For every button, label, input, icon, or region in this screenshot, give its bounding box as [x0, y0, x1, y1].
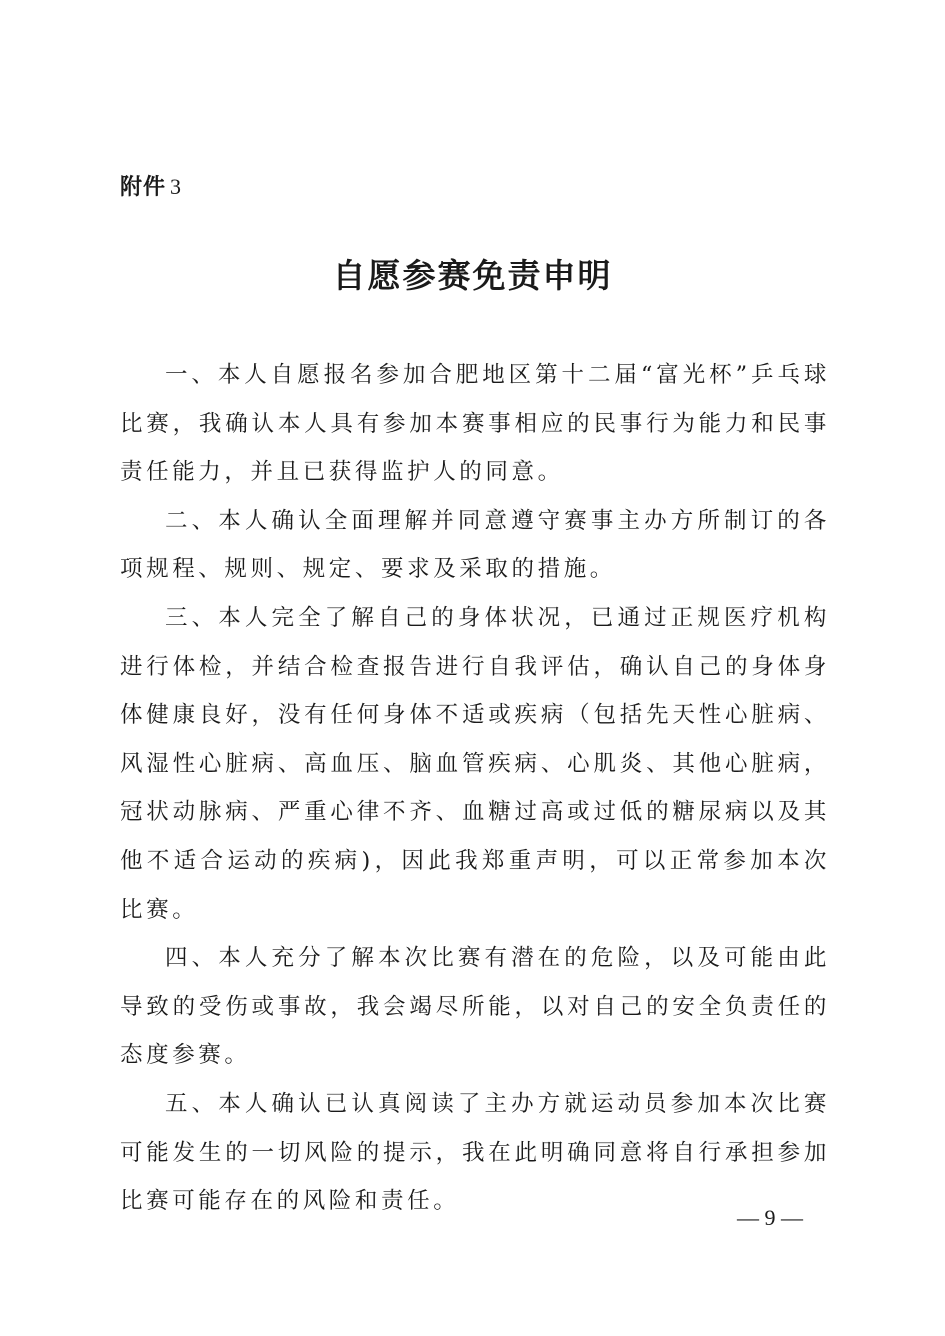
paragraph-1: 一、本人自愿报名参加合肥地区第十二届“富光杯”乒乓球比赛，我确认本人具有参加本赛事相应的民事行为能力和民事责任能力，并且已获得监护人的同意。 [120, 362, 830, 486]
paragraph-3: 三、本人完全了解自己的身体状况，已通过正规医疗机构进行体检，并结合检查报告进行自我评估，确认自己的身体身体健康良好，没有任何身体不适或疾病（包括先天性心脏病、风湿性心脏病、高血压、脑血管疾病、心肌炎、其他心脏病，冠状动脉病、严重心律不齐、血糖过高或过低的糖尿病以及其他不适合运动的疾病)，因此我郑重声明，可以正常参加本次比赛。 [120, 604, 830, 923]
paragraph-5: 五、本人确认已认真阅读了主办方就运动员参加本次比赛可能发生的一切风险的提示，我在此明确同意将自行承担参加比赛可能存在的风险和责任。 [120, 1090, 830, 1215]
document-body [120, 351, 830, 1226]
paragraph-2: 二、本人确认全面理解并同意遵守赛事主办方所制订的各项规程、规则、规定、要求及采取的措施。 [120, 507, 830, 583]
attachment-label [120, 171, 182, 204]
attachment-label-text: 附件 [120, 175, 167, 200]
attachment-number: 3 [170, 174, 183, 199]
page-number: — 9 — [737, 1205, 803, 1230]
paragraph-4: 四、本人充分了解本次比赛有潜在的危险，以及可能由此导致的受伤或事故，我会竭尽所能，以对自己的安全负责任的态度参赛。 [120, 945, 830, 1069]
document-title: 自愿参赛免责申明 [332, 256, 613, 295]
